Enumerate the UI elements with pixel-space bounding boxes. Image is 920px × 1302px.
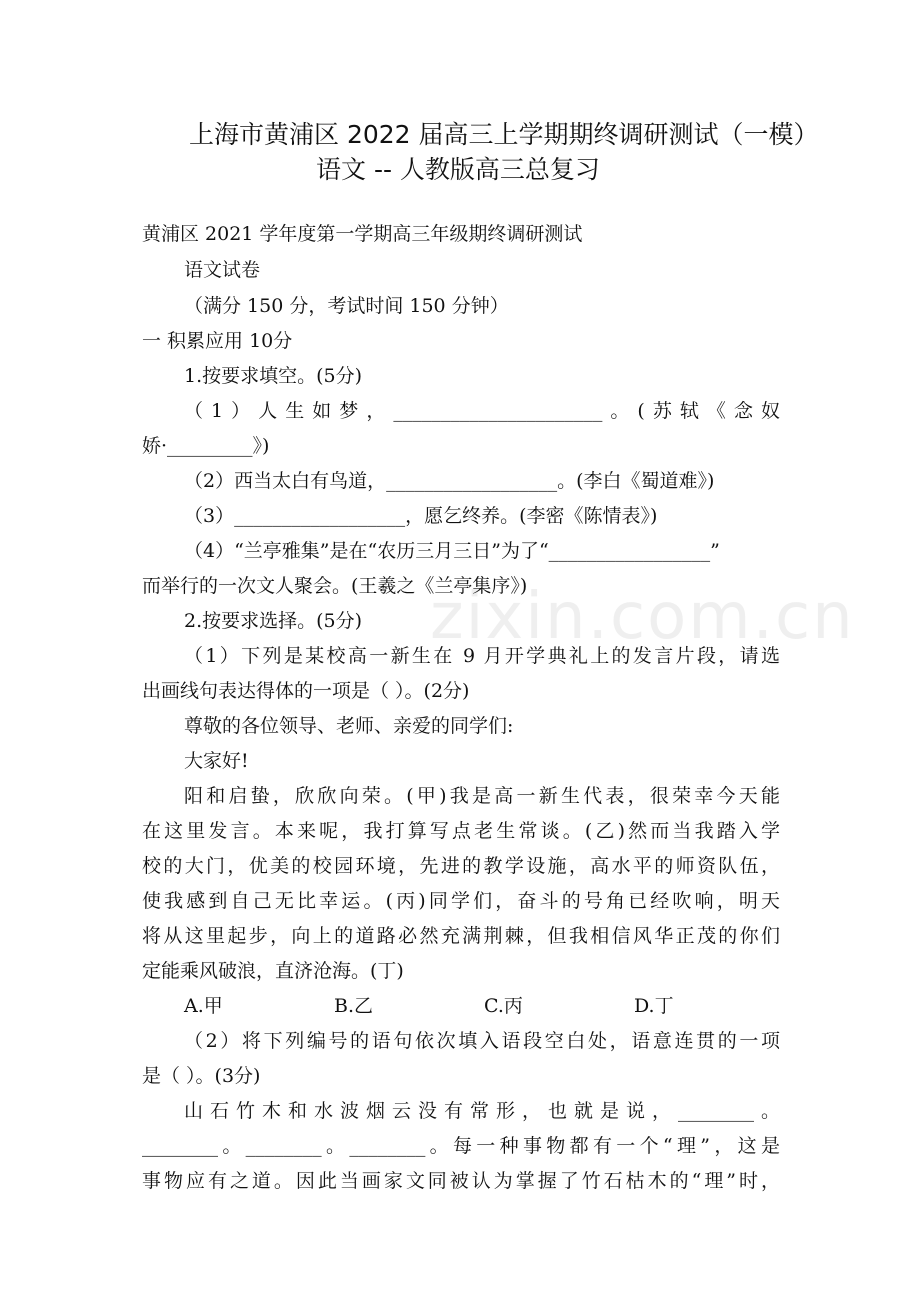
speech-para-line: 将从这里起步，向上的道路必然充满荆棘，但我相信风华正茂的你们 <box>142 925 780 947</box>
passage-line: 事物应有之道。因此当画家文同被认为掌握了竹石枯木的“理”时， <box>142 1170 780 1192</box>
paper-name: 语文试卷 <box>184 259 261 281</box>
q2-item1: （1）下列是某校高一新生在 9 月开学典礼上的发言片段，请选 <box>184 645 780 667</box>
passage-line: ________。________。________。每一种事物都有一个“理”，这是 <box>142 1135 780 1157</box>
option-b: B.乙 <box>334 995 374 1017</box>
speech-greeting: 尊敬的各位领导、老师、亲爱的同学们: <box>184 715 514 737</box>
section-heading: 一 积累应用 10分 <box>142 330 293 352</box>
option-a: A.甲 <box>184 995 223 1017</box>
option-c: C.丙 <box>484 995 523 1017</box>
speech-para-line: 在这里发言。本来呢，我打算写点老生常谈。(乙)然而当我踏入学 <box>142 820 780 842</box>
exam-header: 黄浦区 2021 学年度第一学期高三年级期终调研测试 <box>142 223 583 245</box>
watermark: zixin.com.cn <box>430 580 855 654</box>
speech-para-line: 阳和启蛰，欣欣向荣。(甲)我是高一新生代表，很荣幸今天能 <box>184 785 780 807</box>
question-1: 1.按要求填空。(5分) <box>184 365 363 387</box>
q2-item2-cont: 是（ ）。(3分) <box>142 1065 261 1087</box>
doc-title-line2: 语文 -- 人教版高三总复习 <box>316 155 600 184</box>
passage-line: 山石竹木和水波烟云没有常形，也就是说，________。 <box>184 1100 780 1122</box>
speech-para-line: 使我感到自己无比幸运。(丙)同学们，奋斗的号角已经吹响，明天 <box>142 890 780 912</box>
q2-item2: （2）将下列编号的语句依次填入语段空白处，语意连贯的一项 <box>184 1030 780 1052</box>
doc-title-line1: 上海市黄浦区 2022 届高三上学期期终调研测试（一模） <box>189 120 819 149</box>
question-2: 2.按要求选择。(5分) <box>184 610 363 632</box>
q1-item1-cont: 娇·_________》) <box>142 435 270 457</box>
q1-item4-cont: 而举行的一次文人聚会。(王羲之《兰亭集序》) <box>142 575 528 597</box>
option-d: D.丁 <box>634 995 674 1017</box>
score-time-note: （满分 150 分，考试时间 150 分钟） <box>184 295 509 317</box>
q2-item1-cont: 出画线句表达得体的一项是（ ）。(2分) <box>142 680 470 702</box>
speech-para-line: 定能乘风破浪，直济沧海。(丁) <box>142 960 404 982</box>
q1-item4: （4）“兰亭雅集”是在“农历三月三日”为了“_________________” <box>184 540 720 562</box>
q1-item3: （3）__________________，愿乞终养。(李密《陈情表》) <box>184 505 658 527</box>
speech-para-line: 校的大门，优美的校园环境，先进的教学设施，高水平的师资队伍， <box>142 855 780 877</box>
speech-hello: 大家好! <box>184 750 249 772</box>
q1-item1: （1）人生如梦，______________________。(苏轼《念奴 <box>184 400 780 422</box>
q1-item2: （2）西当太白有鸟道，__________________。(李白《蜀道难》) <box>184 470 715 492</box>
